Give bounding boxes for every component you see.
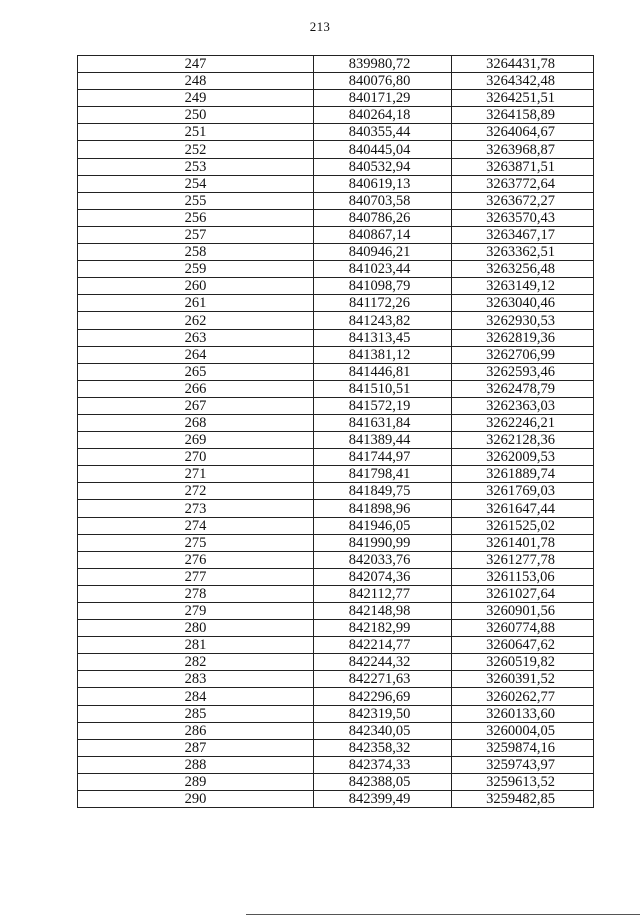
point-number-cell: 289 bbox=[78, 773, 314, 790]
point-number-cell: 272 bbox=[78, 483, 314, 500]
coordinates-table-body bbox=[78, 56, 594, 808]
point-number-cell: 266 bbox=[78, 380, 314, 397]
x-coordinate-cell: 842033,76 bbox=[314, 551, 452, 568]
y-coordinate-cell: 3260262,77 bbox=[452, 688, 594, 705]
table-row bbox=[78, 90, 594, 107]
point-number-cell: 263 bbox=[78, 329, 314, 346]
table-row bbox=[78, 124, 594, 141]
point-number-cell: 257 bbox=[78, 226, 314, 243]
y-coordinate-cell: 3261889,74 bbox=[452, 466, 594, 483]
y-coordinate-cell: 3260901,56 bbox=[452, 603, 594, 620]
y-coordinate-cell: 3261647,44 bbox=[452, 500, 594, 517]
y-coordinate-cell: 3264158,89 bbox=[452, 107, 594, 124]
x-coordinate-cell: 841572,19 bbox=[314, 397, 452, 414]
point-number-cell: 287 bbox=[78, 739, 314, 756]
x-coordinate-cell: 840076,80 bbox=[314, 73, 452, 90]
x-coordinate-cell: 841898,96 bbox=[314, 500, 452, 517]
x-coordinate-cell: 842244,32 bbox=[314, 654, 452, 671]
point-number-cell: 265 bbox=[78, 363, 314, 380]
point-number-cell: 267 bbox=[78, 397, 314, 414]
point-number-cell: 270 bbox=[78, 449, 314, 466]
x-coordinate-cell: 842358,32 bbox=[314, 739, 452, 756]
x-coordinate-cell: 842214,77 bbox=[314, 637, 452, 654]
x-coordinate-cell: 841098,79 bbox=[314, 278, 452, 295]
point-number-cell: 278 bbox=[78, 585, 314, 602]
y-coordinate-cell: 3260004,05 bbox=[452, 722, 594, 739]
page-number: 213 bbox=[309, 19, 331, 34]
y-coordinate-cell: 3261769,03 bbox=[452, 483, 594, 500]
table-row bbox=[78, 705, 594, 722]
point-number-cell: 280 bbox=[78, 620, 314, 637]
point-number-cell: 247 bbox=[78, 56, 314, 73]
x-coordinate-cell: 841313,45 bbox=[314, 329, 452, 346]
table-row bbox=[78, 244, 594, 261]
x-coordinate-cell: 842074,36 bbox=[314, 568, 452, 585]
point-number-cell: 248 bbox=[78, 73, 314, 90]
point-number-cell: 262 bbox=[78, 312, 314, 329]
table-row bbox=[78, 449, 594, 466]
point-number-cell: 276 bbox=[78, 551, 314, 568]
x-coordinate-cell: 840532,94 bbox=[314, 158, 452, 175]
x-coordinate-cell: 840867,14 bbox=[314, 226, 452, 243]
point-number-cell: 274 bbox=[78, 517, 314, 534]
y-coordinate-cell: 3263672,27 bbox=[452, 192, 594, 209]
table-row bbox=[78, 380, 594, 397]
x-coordinate-cell: 840619,13 bbox=[314, 175, 452, 192]
y-coordinate-cell: 3262930,53 bbox=[452, 312, 594, 329]
y-coordinate-cell: 3262593,46 bbox=[452, 363, 594, 380]
y-coordinate-cell: 3262246,21 bbox=[452, 414, 594, 431]
y-coordinate-cell: 3261153,06 bbox=[452, 568, 594, 585]
point-number-cell: 261 bbox=[78, 295, 314, 312]
point-number-cell: 275 bbox=[78, 534, 314, 551]
point-number-cell: 269 bbox=[78, 432, 314, 449]
point-number-cell: 258 bbox=[78, 244, 314, 261]
x-coordinate-cell: 841446,81 bbox=[314, 363, 452, 380]
y-coordinate-cell: 3260647,62 bbox=[452, 637, 594, 654]
table-row bbox=[78, 483, 594, 500]
table-row bbox=[78, 722, 594, 739]
y-coordinate-cell: 3262478,79 bbox=[452, 380, 594, 397]
table-row bbox=[78, 534, 594, 551]
point-number-cell: 253 bbox=[78, 158, 314, 175]
point-number-cell: 284 bbox=[78, 688, 314, 705]
point-number-cell: 252 bbox=[78, 141, 314, 158]
table-row bbox=[78, 551, 594, 568]
bottom-rule bbox=[246, 914, 640, 915]
y-coordinate-cell: 3263968,87 bbox=[452, 141, 594, 158]
coordinates-table bbox=[77, 55, 594, 808]
point-number-cell: 250 bbox=[78, 107, 314, 124]
x-coordinate-cell: 842148,98 bbox=[314, 603, 452, 620]
x-coordinate-cell: 841798,41 bbox=[314, 466, 452, 483]
point-number-cell: 281 bbox=[78, 637, 314, 654]
point-number-cell: 260 bbox=[78, 278, 314, 295]
table-row bbox=[78, 175, 594, 192]
y-coordinate-cell: 3261525,02 bbox=[452, 517, 594, 534]
point-number-cell: 255 bbox=[78, 192, 314, 209]
y-coordinate-cell: 3262363,03 bbox=[452, 397, 594, 414]
x-coordinate-cell: 842374,33 bbox=[314, 756, 452, 773]
table-row bbox=[78, 363, 594, 380]
y-coordinate-cell: 3261277,78 bbox=[452, 551, 594, 568]
x-coordinate-cell: 841510,51 bbox=[314, 380, 452, 397]
x-coordinate-cell: 839980,72 bbox=[314, 56, 452, 73]
y-coordinate-cell: 3263256,48 bbox=[452, 261, 594, 278]
table-row bbox=[78, 278, 594, 295]
y-coordinate-cell: 3263871,51 bbox=[452, 158, 594, 175]
point-number-cell: 282 bbox=[78, 654, 314, 671]
x-coordinate-cell: 842182,99 bbox=[314, 620, 452, 637]
x-coordinate-cell: 842296,69 bbox=[314, 688, 452, 705]
y-coordinate-cell: 3260133,60 bbox=[452, 705, 594, 722]
table-row bbox=[78, 107, 594, 124]
y-coordinate-cell: 3262819,36 bbox=[452, 329, 594, 346]
y-coordinate-cell: 3264064,67 bbox=[452, 124, 594, 141]
table-row bbox=[78, 585, 594, 602]
x-coordinate-cell: 842399,49 bbox=[314, 791, 452, 808]
table-row bbox=[78, 414, 594, 431]
x-coordinate-cell: 840171,29 bbox=[314, 90, 452, 107]
y-coordinate-cell: 3263362,51 bbox=[452, 244, 594, 261]
y-coordinate-cell: 3261401,78 bbox=[452, 534, 594, 551]
table-row bbox=[78, 654, 594, 671]
x-coordinate-cell: 841849,75 bbox=[314, 483, 452, 500]
x-coordinate-cell: 840355,44 bbox=[314, 124, 452, 141]
point-number-cell: 279 bbox=[78, 603, 314, 620]
table-row bbox=[78, 312, 594, 329]
y-coordinate-cell: 3263570,43 bbox=[452, 209, 594, 226]
table-row bbox=[78, 517, 594, 534]
y-coordinate-cell: 3259482,85 bbox=[452, 791, 594, 808]
x-coordinate-cell: 842319,50 bbox=[314, 705, 452, 722]
x-coordinate-cell: 841243,82 bbox=[314, 312, 452, 329]
point-number-cell: 273 bbox=[78, 500, 314, 517]
table-row bbox=[78, 397, 594, 414]
x-coordinate-cell: 842112,77 bbox=[314, 585, 452, 602]
table-row bbox=[78, 791, 594, 808]
x-coordinate-cell: 841381,12 bbox=[314, 346, 452, 363]
y-coordinate-cell: 3260519,82 bbox=[452, 654, 594, 671]
point-number-cell: 288 bbox=[78, 756, 314, 773]
y-coordinate-cell: 3264251,51 bbox=[452, 90, 594, 107]
x-coordinate-cell: 840946,21 bbox=[314, 244, 452, 261]
table-row bbox=[78, 141, 594, 158]
y-coordinate-cell: 3261027,64 bbox=[452, 585, 594, 602]
table-row bbox=[78, 739, 594, 756]
table-row bbox=[78, 192, 594, 209]
x-coordinate-cell: 841990,99 bbox=[314, 534, 452, 551]
x-coordinate-cell: 841946,05 bbox=[314, 517, 452, 534]
table-row bbox=[78, 756, 594, 773]
y-coordinate-cell: 3263772,64 bbox=[452, 175, 594, 192]
table-row bbox=[78, 158, 594, 175]
table-row bbox=[78, 620, 594, 637]
table-row bbox=[78, 209, 594, 226]
x-coordinate-cell: 841389,44 bbox=[314, 432, 452, 449]
x-coordinate-cell: 841023,44 bbox=[314, 261, 452, 278]
table-row bbox=[78, 73, 594, 90]
y-coordinate-cell: 3263040,46 bbox=[452, 295, 594, 312]
table-row bbox=[78, 773, 594, 790]
table-row bbox=[78, 637, 594, 654]
table-row bbox=[78, 56, 594, 73]
y-coordinate-cell: 3260774,88 bbox=[452, 620, 594, 637]
table-row bbox=[78, 226, 594, 243]
table-row bbox=[78, 466, 594, 483]
x-coordinate-cell: 842271,63 bbox=[314, 671, 452, 688]
point-number-cell: 256 bbox=[78, 209, 314, 226]
y-coordinate-cell: 3263149,12 bbox=[452, 278, 594, 295]
y-coordinate-cell: 3259613,52 bbox=[452, 773, 594, 790]
x-coordinate-cell: 840445,04 bbox=[314, 141, 452, 158]
point-number-cell: 251 bbox=[78, 124, 314, 141]
table-row bbox=[78, 500, 594, 517]
point-number-cell: 286 bbox=[78, 722, 314, 739]
y-coordinate-cell: 3262706,99 bbox=[452, 346, 594, 363]
table-row bbox=[78, 346, 594, 363]
point-number-cell: 268 bbox=[78, 414, 314, 431]
table-row bbox=[78, 329, 594, 346]
x-coordinate-cell: 842388,05 bbox=[314, 773, 452, 790]
x-coordinate-cell: 841172,26 bbox=[314, 295, 452, 312]
point-number-cell: 249 bbox=[78, 90, 314, 107]
table-row bbox=[78, 261, 594, 278]
x-coordinate-cell: 840786,26 bbox=[314, 209, 452, 226]
point-number-cell: 259 bbox=[78, 261, 314, 278]
point-number-cell: 271 bbox=[78, 466, 314, 483]
x-coordinate-cell: 840264,18 bbox=[314, 107, 452, 124]
y-coordinate-cell: 3264431,78 bbox=[452, 56, 594, 73]
point-number-cell: 283 bbox=[78, 671, 314, 688]
y-coordinate-cell: 3262009,53 bbox=[452, 449, 594, 466]
point-number-cell: 285 bbox=[78, 705, 314, 722]
table-row bbox=[78, 568, 594, 585]
table-row bbox=[78, 295, 594, 312]
table-row bbox=[78, 671, 594, 688]
y-coordinate-cell: 3264342,48 bbox=[452, 73, 594, 90]
table-row bbox=[78, 688, 594, 705]
x-coordinate-cell: 840703,58 bbox=[314, 192, 452, 209]
table-row bbox=[78, 603, 594, 620]
y-coordinate-cell: 3263467,17 bbox=[452, 226, 594, 243]
y-coordinate-cell: 3262128,36 bbox=[452, 432, 594, 449]
y-coordinate-cell: 3259743,97 bbox=[452, 756, 594, 773]
point-number-cell: 290 bbox=[78, 791, 314, 808]
x-coordinate-cell: 841631,84 bbox=[314, 414, 452, 431]
y-coordinate-cell: 3259874,16 bbox=[452, 739, 594, 756]
x-coordinate-cell: 842340,05 bbox=[314, 722, 452, 739]
y-coordinate-cell: 3260391,52 bbox=[452, 671, 594, 688]
point-number-cell: 254 bbox=[78, 175, 314, 192]
table-row bbox=[78, 432, 594, 449]
x-coordinate-cell: 841744,97 bbox=[314, 449, 452, 466]
point-number-cell: 264 bbox=[78, 346, 314, 363]
point-number-cell: 277 bbox=[78, 568, 314, 585]
